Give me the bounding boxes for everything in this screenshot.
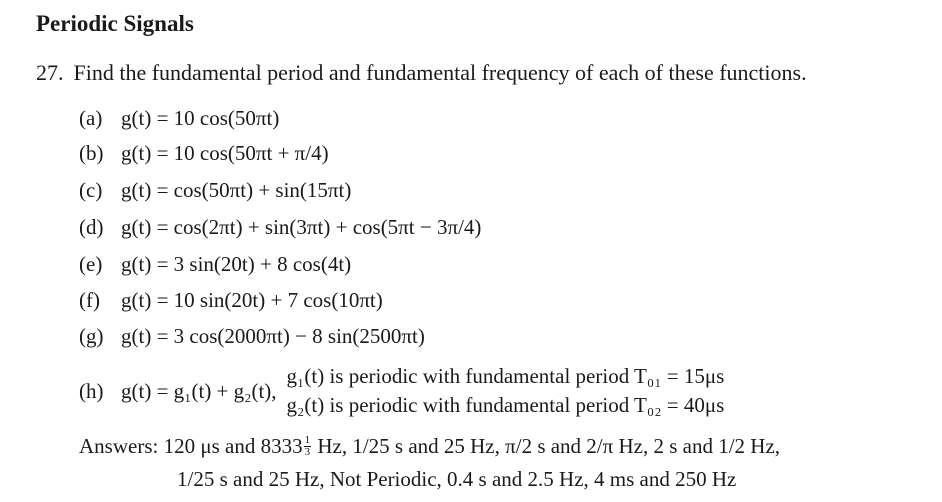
item-expression: g(t) = 10 sin(20t) + 7 cos(10πt) (121, 288, 383, 312)
problem-text: Find the fundamental period and fundamental frequency of each of these functions. (73, 60, 807, 85)
item-a (79, 103, 279, 133)
item-label: (d) (79, 215, 104, 239)
item-c (79, 175, 351, 205)
item-d (79, 212, 481, 242)
item-expression: g(t) = g₁(t) + g₂(t), (121, 378, 277, 403)
item-f (79, 285, 383, 315)
item-label: (a) (79, 106, 103, 130)
item-label: (f) (79, 288, 100, 312)
answers (79, 430, 780, 496)
item-h (79, 362, 724, 420)
condition-g2: g₂(t) is periodic with fundamental period T₀₂ = 40μs (286, 393, 725, 417)
item-h-conditions (287, 362, 725, 420)
item-expression: g(t) = 10 cos(50πt) (121, 106, 280, 130)
answers-prefix: Answers: 120 μs and 8333 (79, 434, 303, 458)
item-label: (c) (79, 178, 103, 202)
item-expression: g(t) = 3 sin(20t) + 8 cos(4t) (121, 252, 352, 276)
item-label: (g) (79, 324, 104, 348)
answers-line-1 (79, 430, 780, 463)
answers-line-2: 1/25 s and 25 Hz, Not Periodic, 0.4 s and 2.5 Hz, 4 ms and 250 Hz (177, 467, 737, 491)
problem-statement (36, 58, 807, 88)
item-label: (e) (79, 252, 103, 276)
item-b (79, 138, 329, 168)
item-g (79, 321, 425, 351)
one-third-fraction (304, 435, 312, 458)
item-e (79, 249, 351, 279)
item-expression: g(t) = cos(50πt) + sin(15πt) (121, 178, 352, 202)
item-label: (h) (79, 378, 104, 403)
answers-suffix: Hz, 1/25 s and 25 Hz, π/2 s and 2/π Hz, 2 s and 1/2 Hz, (312, 434, 781, 458)
fraction-denominator: 3 (304, 445, 311, 458)
problem-number: 27. (36, 60, 64, 85)
item-label: (b) (79, 141, 104, 165)
item-expression: g(t) = cos(2πt) + sin(3πt) + cos(5πt − 3π/4) (121, 215, 482, 239)
item-expression: g(t) = 10 cos(50πt + π/4) (121, 141, 329, 165)
section-title: Periodic Signals (36, 11, 194, 36)
condition-g1: g₁(t) is periodic with fundamental period T₀₁ = 15μs (286, 364, 725, 388)
item-expression: g(t) = 3 cos(2000πt) − 8 sin(2500πt) (121, 324, 425, 348)
fraction-numerator: 1 (304, 433, 311, 446)
